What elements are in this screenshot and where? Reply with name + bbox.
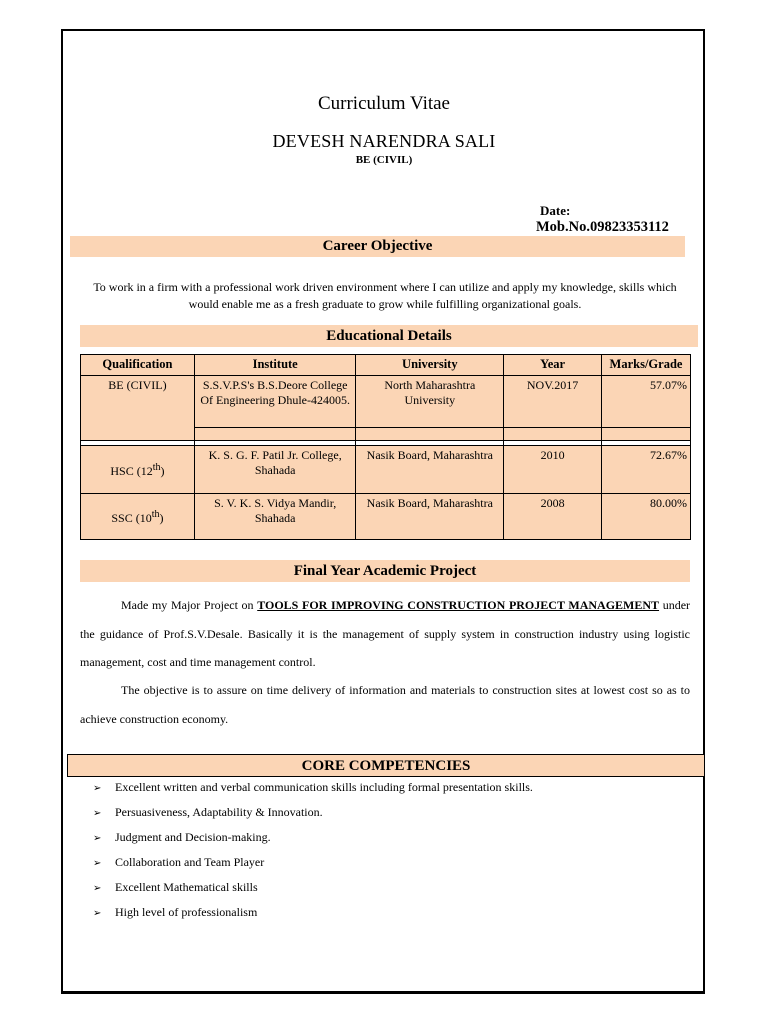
arrow-bullet-icon: ➢ [93, 833, 102, 844]
mobile-number: Mob.No.09823353112 [536, 219, 669, 235]
candidate-degree: BE (CIVIL) [355, 154, 413, 166]
education-table [80, 354, 691, 540]
core-competencies-heading: CORE COMPETENCIES [67, 754, 705, 777]
column-header: Marks/Grade [602, 355, 691, 376]
project-title: TOOLS FOR IMPROVING CONSTRUCTION PROJECT MANAGEMENT [257, 598, 660, 612]
list-item: ➢ Persuasiveness, Adaptability & Innovation. [93, 803, 533, 828]
column-header: Qualification [81, 355, 195, 376]
table-header-row [81, 355, 691, 376]
table-row [81, 446, 691, 494]
institute-cell: K. S. G. F. Patil Jr. College, Shahada [194, 446, 356, 494]
column-header: University [356, 355, 504, 376]
qualification-cell: BE (CIVIL) [81, 376, 195, 441]
page-border-bottom-line [61, 993, 705, 994]
arrow-bullet-icon: ➢ [93, 908, 102, 919]
institute-cell: S. V. K. S. Vidya Mandir, Shahada [194, 494, 356, 540]
arrow-bullet-icon: ➢ [93, 808, 102, 819]
arrow-bullet-icon: ➢ [93, 783, 102, 794]
arrow-bullet-icon: ➢ [93, 883, 102, 894]
list-item: ➢ Collaboration and Team Player [93, 853, 533, 878]
date-label: Date: [540, 203, 571, 218]
year-cell: 2010 [504, 446, 602, 494]
list-item: ➢ Excellent Mathematical skills [93, 878, 533, 903]
qualification-cell: HSC (12th) [81, 446, 195, 494]
candidate-name: DEVESH NARENDRA SALI [272, 131, 496, 151]
cv-title: Curriculum Vitae [317, 93, 450, 114]
year-cell: NOV.2017 [504, 376, 602, 428]
arrow-bullet-icon: ➢ [93, 858, 102, 869]
university-cell: North Maharashtra University [356, 376, 504, 428]
list-item: ➢ Judgment and Decision-making. [93, 828, 533, 853]
project-paragraph-2: The objective is to assure on time delivery of information and materials to construction sites at lowest cost so as to achieve construction economy. [80, 683, 690, 726]
table-row [81, 376, 691, 428]
final-year-project-heading: Final Year Academic Project [80, 560, 690, 582]
qualification-cell: SSC (10th) [81, 494, 195, 540]
year-cell: 2008 [504, 494, 602, 540]
marks-cell: 57.07% [602, 376, 691, 428]
list-item: ➢ Excellent written and verbal communication skills including formal presentation skills. [93, 778, 533, 803]
university-cell: Nasik Board, Maharashtra [356, 494, 504, 540]
column-header: Year [504, 355, 602, 376]
institute-cell: S.S.V.P.S's B.S.Deore College Of Engineering Dhule-424005. [194, 376, 356, 428]
career-objective-heading: Career Objective [70, 236, 685, 257]
marks-cell: 80.00% [602, 494, 691, 540]
educational-details-heading: Educational Details [80, 325, 698, 347]
competencies-list [93, 778, 533, 928]
column-header: Institute [194, 355, 356, 376]
university-cell: Nasik Board, Maharashtra [356, 446, 504, 494]
table-row [81, 494, 691, 540]
career-objective-text: To work in a firm with a professional work driven environment where I can utilize and apply my knowledge, skills which would enable me as a fresh graduate to grow while fulfilling organizational goals. [93, 280, 677, 311]
project-paragraph-1: Made my Major Project on TOOLS FOR IMPROVING CONSTRUCTION PROJECT MANAGEMENT under the guidance of Prof.S.V.Desale. Basically it is the management of supply system in construction industry using logistic management, cost and time management control. [80, 598, 691, 669]
list-item: ➢ High level of professionalism [93, 903, 533, 928]
marks-cell: 72.67% [602, 446, 691, 494]
